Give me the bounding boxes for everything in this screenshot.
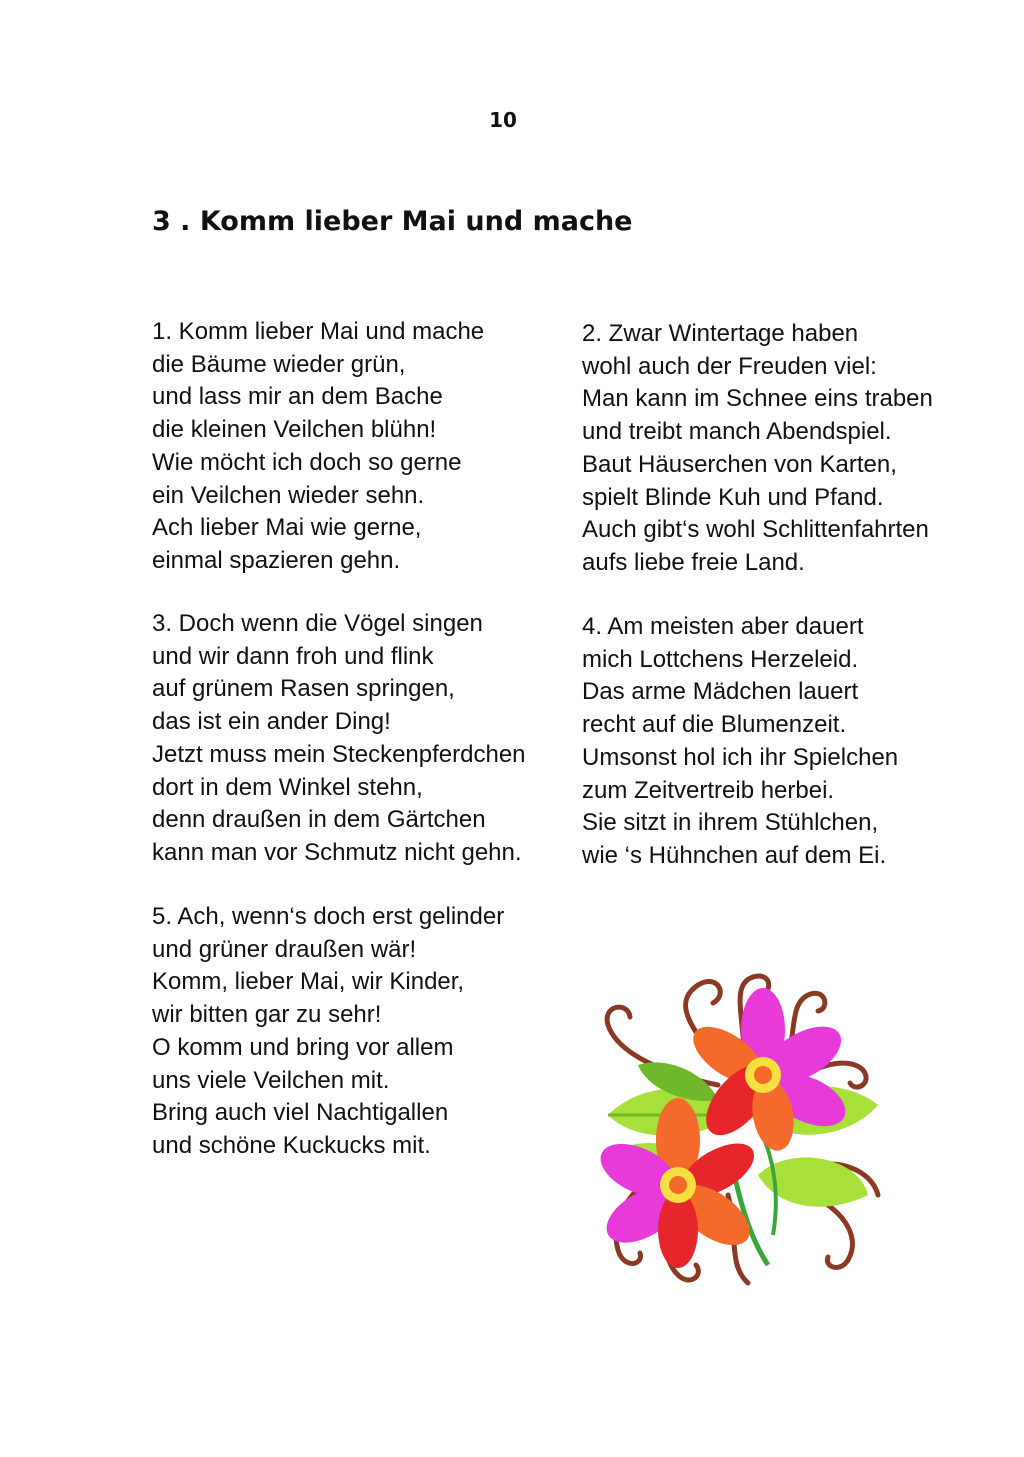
song-title: 3 . Komm lieber Mai und mache bbox=[152, 206, 633, 237]
stanza-line: die kleinen Veilchen blühn! bbox=[152, 416, 437, 444]
stanza-line: aufs liebe freie Land. bbox=[582, 548, 805, 576]
stanza-line: kann man vor Schmutz nicht gehn. bbox=[152, 838, 522, 866]
stanza-line: uns viele Veilchen mit. bbox=[152, 1066, 390, 1094]
flower-bouquet-icon bbox=[578, 965, 884, 1295]
stanza-line: Das arme Mädchen lauert bbox=[582, 678, 859, 706]
stanza-line: spielt Blinde Kuh und Pfand. bbox=[582, 483, 884, 511]
stanza-line: Komm, lieber Mai, wir Kinder, bbox=[152, 968, 465, 996]
stanza-line: 5. Ach, wenn‘s doch erst gelinder bbox=[152, 903, 505, 930]
stanza-line: Sie sitzt in ihrem Stühlchen, bbox=[582, 809, 879, 837]
stanza-line: und treibt manch Abendspiel. bbox=[582, 418, 892, 446]
stanza-line: zum Zeitvertreib herbei. bbox=[582, 776, 835, 804]
stanza-line: 4. Am meisten aber dauert bbox=[582, 613, 864, 640]
stanza-line: 2. Zwar Wintertage haben bbox=[582, 320, 859, 347]
stanza-line: einmal spazieren gehn. bbox=[152, 546, 401, 574]
stanza-line: Bring auch viel Nachtigallen bbox=[152, 1099, 449, 1127]
stanza-line: mich Lottchens Herzeleid. bbox=[582, 645, 859, 673]
stanza-3 bbox=[152, 608, 526, 870]
stanza-line: Auch gibt‘s wohl Schlittenfahrten bbox=[582, 516, 929, 544]
stanza-line: und grüner draußen wär! bbox=[152, 935, 417, 963]
stanza-line: dort in dem Winkel stehn, bbox=[152, 773, 423, 801]
stanza-4 bbox=[582, 611, 898, 873]
stanza-line: Baut Häuserchen von Karten, bbox=[582, 450, 897, 478]
stanza-line: wohl auch der Freuden viel: bbox=[582, 352, 877, 380]
stanza-line: und wir dann froh und flink bbox=[152, 642, 434, 670]
stanza-line: Man kann im Schnee eins traben bbox=[582, 385, 933, 413]
stanza-line: auf grünem Rasen springen, bbox=[152, 675, 455, 703]
stanza-line: O komm und bring vor allem bbox=[152, 1033, 454, 1061]
stanza-line: Ach lieber Mai wie gerne, bbox=[152, 514, 422, 542]
stanza-line: denn draußen in dem Gärtchen bbox=[152, 806, 486, 834]
stanza-line: ein Veilchen wieder sehn. bbox=[152, 481, 425, 509]
stanza-1 bbox=[152, 316, 484, 578]
stanza-line: Jetzt muss mein Steckenpferdchen bbox=[152, 740, 526, 768]
stanza-line: und lass mir an dem Bache bbox=[152, 383, 443, 411]
stanza-line: recht auf die Blumenzeit. bbox=[582, 711, 847, 739]
stanza-line: die Bäume wieder grün, bbox=[152, 350, 406, 378]
stanza-line: Wie möcht ich doch so gerne bbox=[152, 448, 462, 476]
stanza-line: das ist ein ander Ding! bbox=[152, 708, 391, 736]
stanza-5 bbox=[152, 901, 504, 1163]
stanza-line: Umsonst hol ich ihr Spielchen bbox=[582, 743, 899, 771]
stanza-line: wie ‘s Hühnchen auf dem Ei. bbox=[582, 841, 887, 869]
page-number: 10 bbox=[489, 108, 517, 132]
stanza-line: und schöne Kuckucks mit. bbox=[152, 1131, 431, 1159]
stanza-2 bbox=[582, 318, 933, 580]
stanza-line: wir bitten gar zu sehr! bbox=[152, 1001, 382, 1029]
stanza-line: 1. Komm lieber Mai und mache bbox=[152, 318, 485, 345]
stanza-line: 3. Doch wenn die Vögel singen bbox=[152, 610, 483, 637]
